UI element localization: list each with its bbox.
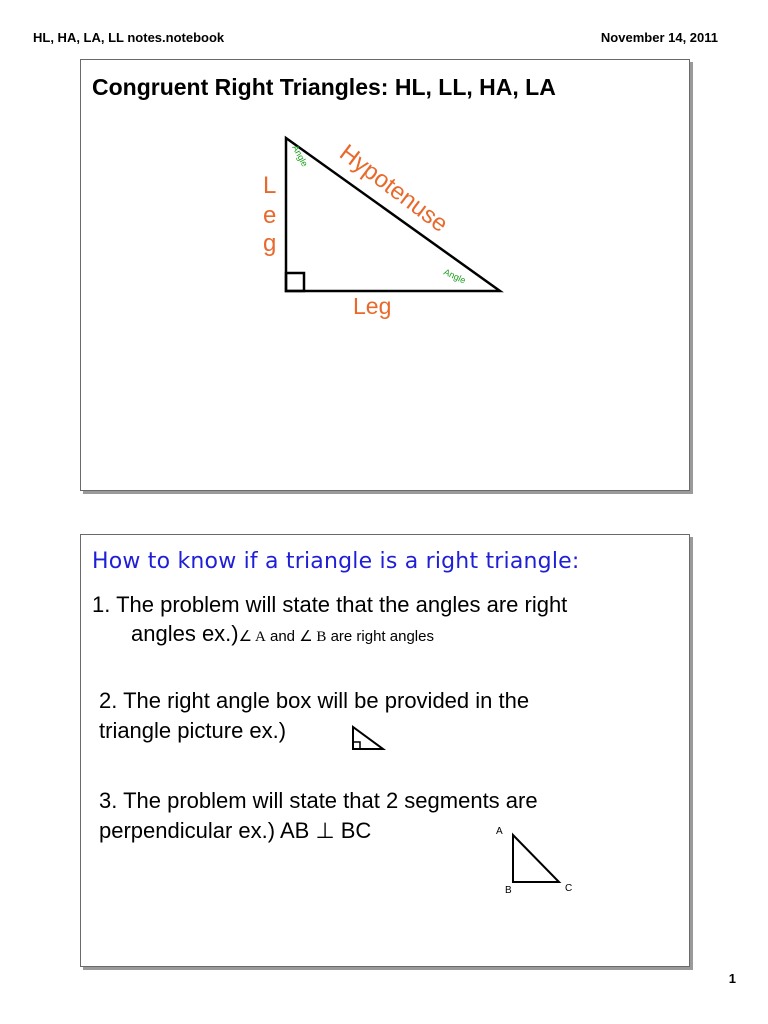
triangle-shape [286,138,500,291]
top-angle-label: Angle [290,143,310,169]
item2-text [99,686,529,746]
page-number: 1 [728,971,736,986]
right-angle-box [286,273,304,291]
leg-letter-e: e [263,202,277,229]
bottom-right-angle-label: Angle [442,266,468,286]
leg-letter-l: L [263,172,277,199]
bottom-leg-label: Leg [353,293,392,319]
vertex-c-label: C [565,883,573,894]
item3-line2: perpendicular ex.) AB ⊥ BC [99,818,372,843]
slide1-title: Congruent Right Triangles: HL, LL, HA, LA [92,74,556,100]
notebook-filename: HL, HA, LA, LL notes.notebook [33,30,225,45]
leg-letter-g: g [263,230,277,257]
item2-line1: 2. The right angle box will be provided in the [99,688,530,713]
labeled-triangle-abc [491,825,581,895]
slide2-title: How to know if a triangle is a right triangle: [92,549,580,574]
hypotenuse-label: Hypotenuse [334,139,453,238]
item2-line2: triangle picture ex.) [99,718,287,743]
item1-line2 [131,619,434,652]
vertex-b-label: B [505,885,512,896]
slide-right-triangle-criteria[interactable] [80,534,690,967]
item3-line1: 3. The problem will state that 2 segments are [99,788,538,813]
small-right-triangle-example [351,725,387,753]
and-text: and [265,628,300,645]
item1-line2-start: angles ex.) [131,621,239,646]
item1-line1: 1. The problem will state that the angles are right [92,592,568,617]
item1-tail: are right angles [326,628,434,645]
vertex-a-label: A [496,826,503,837]
right-triangle-diagram [81,60,689,490]
slide-congruent-right-triangles[interactable] [80,59,690,491]
item3-text [99,786,538,846]
angle-b-symbol: ∠ B [299,629,327,645]
notebook-date: November 14, 2011 [600,30,718,45]
angle-a-symbol: ∠ A [238,629,266,645]
